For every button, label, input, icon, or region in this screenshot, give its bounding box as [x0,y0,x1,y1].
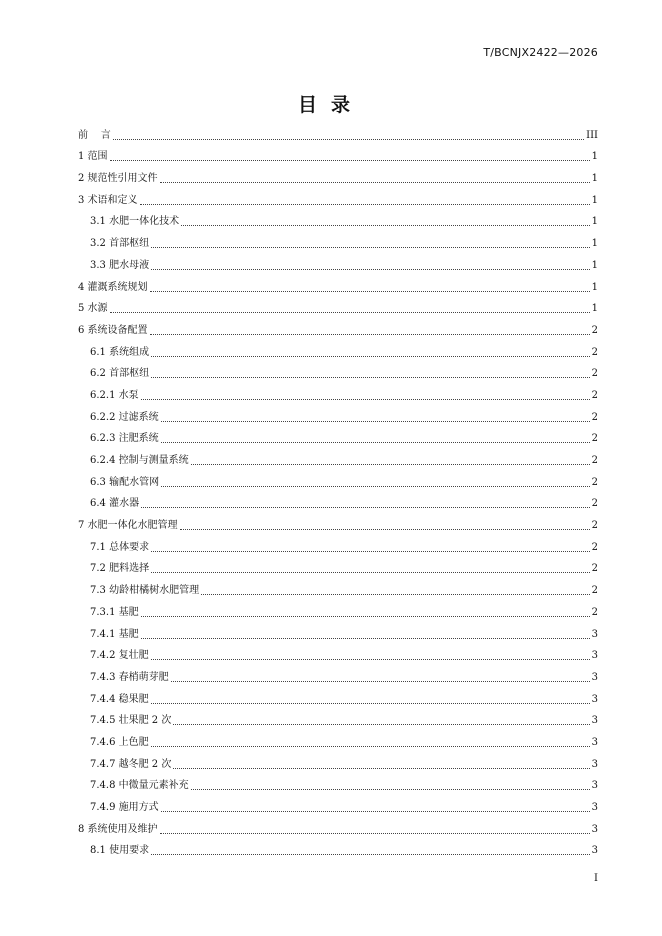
toc-entry[interactable] [78,489,598,511]
toc-entry[interactable] [78,272,598,294]
toc-entry-label: 7.4.6 上色肥 [90,736,149,748]
toc-entry[interactable] [78,597,598,619]
toc-entry[interactable] [78,250,598,272]
toc-entry-label: 7.1 总体要求 [90,541,150,553]
toc-entry-page: 2 [591,346,598,358]
toc-entry-label: 6.2.3 注肥系统 [90,433,159,445]
toc-entry[interactable] [78,359,598,381]
toc-leader-dots [151,572,590,573]
toc-entry[interactable] [78,467,598,489]
toc-entry-page: 2 [591,324,598,336]
toc-entry-label: 6 系统设备配置 [78,324,148,336]
toc-entry[interactable] [78,163,598,185]
toc-entry[interactable] [78,771,598,793]
toc-entry-page: 2 [591,585,598,597]
toc-entry-label: 7.4.9 施用方式 [90,802,159,813]
toc-entry[interactable] [78,120,598,142]
toc-leader-dots [180,529,590,530]
toc-entry[interactable] [78,228,598,250]
toc-entry-page: 2 [591,476,598,488]
toc-entry-label: 5 水源 [78,303,108,315]
toc-leader-dots [113,139,584,140]
toc-leader-dots [141,507,590,508]
toc-entry-page: III [586,129,598,141]
toc-entry[interactable] [78,532,598,554]
toc-leader-dots [151,356,590,357]
toc-leader-dots [151,551,590,552]
toc-entry-label: 前 言 [78,129,111,141]
toc-entry[interactable] [78,619,598,641]
toc-entry-label: 7.4.8 中微量元素补充 [90,780,189,792]
toc-entry-label: 8 系统使用及维护 [78,823,158,835]
toc-leader-dots [151,746,590,747]
toc-leader-dots [141,638,590,639]
toc-leader-dots [110,312,590,313]
toc-entry-label: 7.4.1 基肥 [90,628,139,640]
toc-leader-dots [110,160,590,161]
toc-entry[interactable] [78,445,598,467]
toc-entry[interactable] [78,337,598,359]
toc-entry-page: 3 [591,758,598,770]
toc-leader-dots [160,833,590,834]
page-title: 目录 [297,94,364,116]
toc-leader-dots [140,204,590,205]
toc-leader-dots [141,616,590,617]
toc-entry-page: 3 [591,802,598,813]
toc-entry-page: 2 [591,368,598,380]
toc-entry-page: 2 [591,520,598,532]
toc-entry-page: 2 [591,563,598,575]
toc-entry-page: 1 [591,281,598,293]
toc-entry-label: 6.2.4 控制与测量系统 [90,455,189,466]
toc-entry-label: 7.4.2 复壮肥 [90,650,149,662]
document-code: T/BCNJX2422—2026 [483,46,598,59]
toc-entry-page: 2 [591,389,598,401]
toc-entry[interactable] [78,315,598,337]
toc-entry-label: 7 水肥一体化水肥管理 [78,520,178,532]
toc-leader-dots [191,464,590,465]
toc-entry-label: 7.4.5 壮果肥 2 次 [90,715,172,727]
toc-leader-dots [201,594,590,595]
toc-entry-label: 6.1 系统组成 [90,346,150,358]
toc-entry-label: 7.4.4 稳果肥 [90,693,149,705]
toc-leader-dots [141,399,590,400]
toc-entry[interactable] [78,792,598,814]
toc-entry-page: 3 [591,693,598,705]
toc-entry[interactable] [78,641,598,663]
toc-entry[interactable] [78,814,598,836]
toc-entry-page: 2 [591,455,598,466]
toc-entry[interactable] [78,142,598,164]
table-of-contents [78,120,598,857]
toc-entry-label: 6.2 首部枢纽 [90,368,150,380]
toc-entry-label: 6.4 灌水器 [90,498,140,510]
toc-entry-page: 1 [591,238,598,250]
toc-entry-label: 1 范围 [78,151,108,163]
toc-leader-dots [173,724,589,725]
toc-entry-page: 1 [591,173,598,185]
toc-entry-page: 1 [591,194,598,206]
toc-leader-dots [151,247,590,248]
toc-entry[interactable] [78,662,598,684]
toc-entry-page: 3 [591,736,598,748]
toc-entry-label: 4 灌溉系统规划 [78,281,148,293]
toc-entry-page: 1 [591,216,598,228]
toc-entry-page: 2 [591,606,598,618]
toc-entry[interactable] [78,510,598,532]
toc-entry-label: 7.4.3 春梢萌芽肥 [90,671,169,683]
toc-entry-page: 1 [591,259,598,271]
toc-entry[interactable] [78,554,598,576]
toc-entry[interactable] [78,185,598,207]
toc-entry-label: 6.2.1 水泵 [90,389,139,401]
toc-entry-label: 6.2.2 过滤系统 [90,411,159,423]
toc-leader-dots [150,291,590,292]
toc-entry[interactable] [78,294,598,316]
toc-entry-page: 3 [591,650,598,662]
toc-entry-page: 3 [591,780,598,792]
toc-entry-page: 3 [591,715,598,727]
toc-leader-dots [151,703,590,704]
toc-entry-page: 2 [591,433,598,445]
toc-leader-dots [151,854,590,855]
toc-leader-dots [161,442,590,443]
toc-entry[interactable] [78,706,598,728]
toc-leader-dots [151,659,590,660]
toc-entry-page: 1 [591,151,598,163]
toc-entry[interactable] [78,836,598,858]
toc-entry-label: 7.4.7 越冬肥 2 次 [90,758,172,770]
toc-leader-dots [171,681,590,682]
toc-entry-page: 1 [591,303,598,315]
toc-entry-page: 2 [591,498,598,510]
toc-leader-dots [151,377,590,378]
toc-entry-label: 3 术语和定义 [78,194,138,206]
toc-entry[interactable] [78,424,598,446]
toc-entry-label: 3.1 水肥一体化技术 [90,216,180,228]
toc-entry-label: 3.2 首部枢纽 [90,238,150,250]
toc-entry[interactable] [78,207,598,229]
toc-entry[interactable] [78,402,598,424]
toc-leader-dots [191,789,590,790]
toc-leader-dots [160,182,590,183]
toc-entry-label: 7.3 幼龄柑橘树水肥管理 [90,585,200,597]
toc-entry-label: 2 规范性引用文件 [78,173,158,185]
toc-entry-page: 3 [591,823,598,835]
toc-leader-dots [161,421,590,422]
toc-leader-dots [161,811,590,812]
toc-entry[interactable] [78,575,598,597]
toc-entry[interactable] [78,727,598,749]
toc-entry[interactable] [78,684,598,706]
toc-leader-dots [151,269,590,270]
toc-entry-label: 8.1 使用要求 [90,845,150,857]
toc-leader-dots [161,486,590,487]
toc-entry-page: 3 [591,628,598,640]
toc-entry-label: 7.3.1 基肥 [90,606,139,618]
toc-leader-dots [181,225,590,226]
toc-entry-label: 6.3 输配水管网 [90,476,160,488]
toc-entry-page: 3 [591,845,598,857]
toc-entry-label: 7.2 肥料选择 [90,563,150,575]
toc-entry[interactable] [78,380,598,402]
toc-leader-dots [150,334,590,335]
footer-page-number: I [594,873,598,884]
toc-leader-dots [173,768,589,769]
toc-entry-page: 2 [591,541,598,553]
toc-entry-page: 2 [591,411,598,423]
toc-entry-page: 3 [591,671,598,683]
toc-entry-label: 3.3 肥水母液 [90,259,150,271]
toc-entry[interactable] [78,749,598,771]
